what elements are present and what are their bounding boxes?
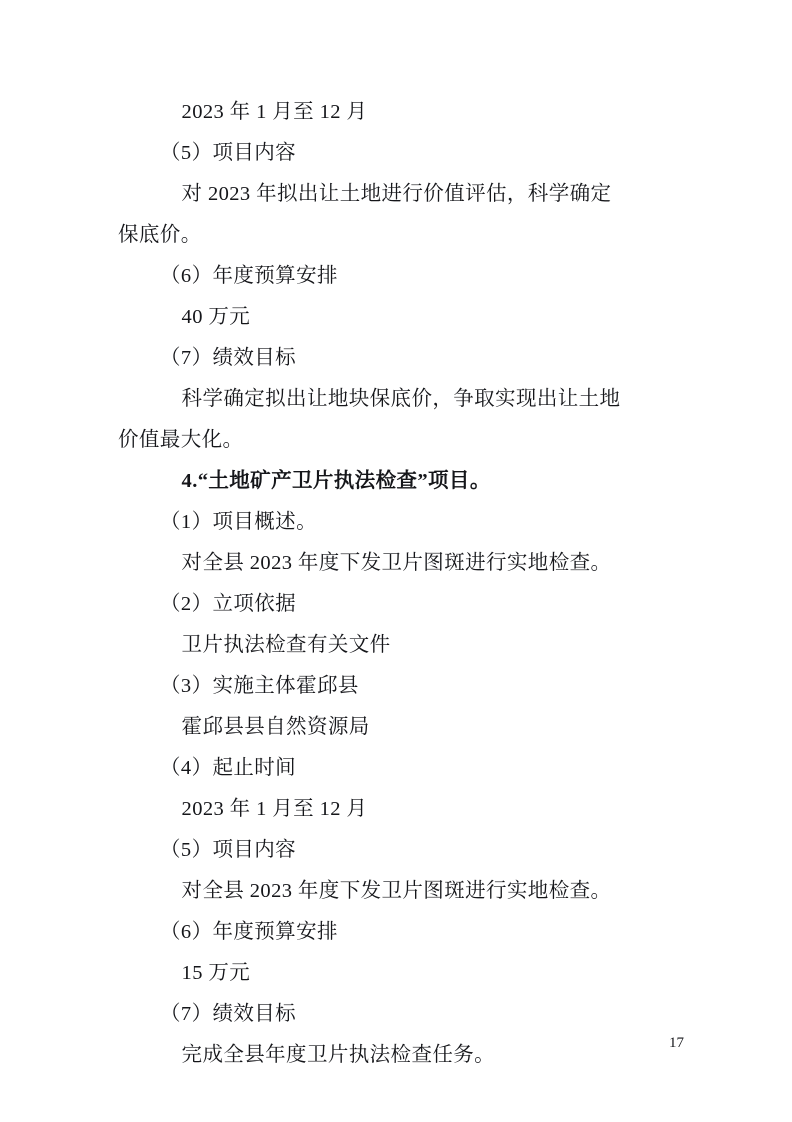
document-line: 卫片执法检查有关文件: [181, 634, 391, 656]
document-line: 霍邱县县自然资源局: [181, 716, 370, 738]
document-line: （7）绩效目标: [160, 347, 297, 369]
document-line: （1）项目概述。: [160, 511, 317, 533]
document-line: （6）年度预算安排: [160, 921, 338, 943]
document-line: （7）绩效目标: [160, 1003, 297, 1025]
document-line: 价值最大化。: [118, 429, 244, 451]
document-line: （2）立项依据: [160, 593, 297, 615]
document-line: 4.“土地矿产卫片执法检查”项目。: [181, 470, 491, 492]
document-line: 保底价。: [118, 224, 202, 246]
document-line: 科学确定拟出让地块保底价，争取实现出让土地: [181, 388, 621, 410]
document-line: 对全县 2023 年度下发卫片图斑进行实地检查。: [181, 552, 612, 574]
document-line: 40 万元: [181, 306, 251, 328]
document-line: 2023 年 1 月至 12 月: [181, 798, 368, 820]
document-line: （5）项目内容: [160, 839, 297, 861]
document-line: 对全县 2023 年度下发卫片图斑进行实地检查。: [181, 880, 612, 902]
document-line: （3）实施主体霍邱县: [160, 675, 359, 697]
page-number: 17: [669, 1035, 684, 1051]
document-line: 15 万元: [181, 962, 251, 984]
document-line: 完成全县年度卫片执法检查任务。: [181, 1044, 496, 1066]
document-line: 2023 年 1 月至 12 月: [181, 101, 368, 123]
document-body: [118, 92, 678, 1076]
document-line: （5）项目内容: [160, 142, 297, 164]
document-line: （4）起止时间: [160, 757, 297, 779]
document-line: 对 2023 年拟出让土地进行价值评估，科学确定: [181, 183, 612, 205]
document-line: （6）年度预算安排: [160, 265, 338, 287]
